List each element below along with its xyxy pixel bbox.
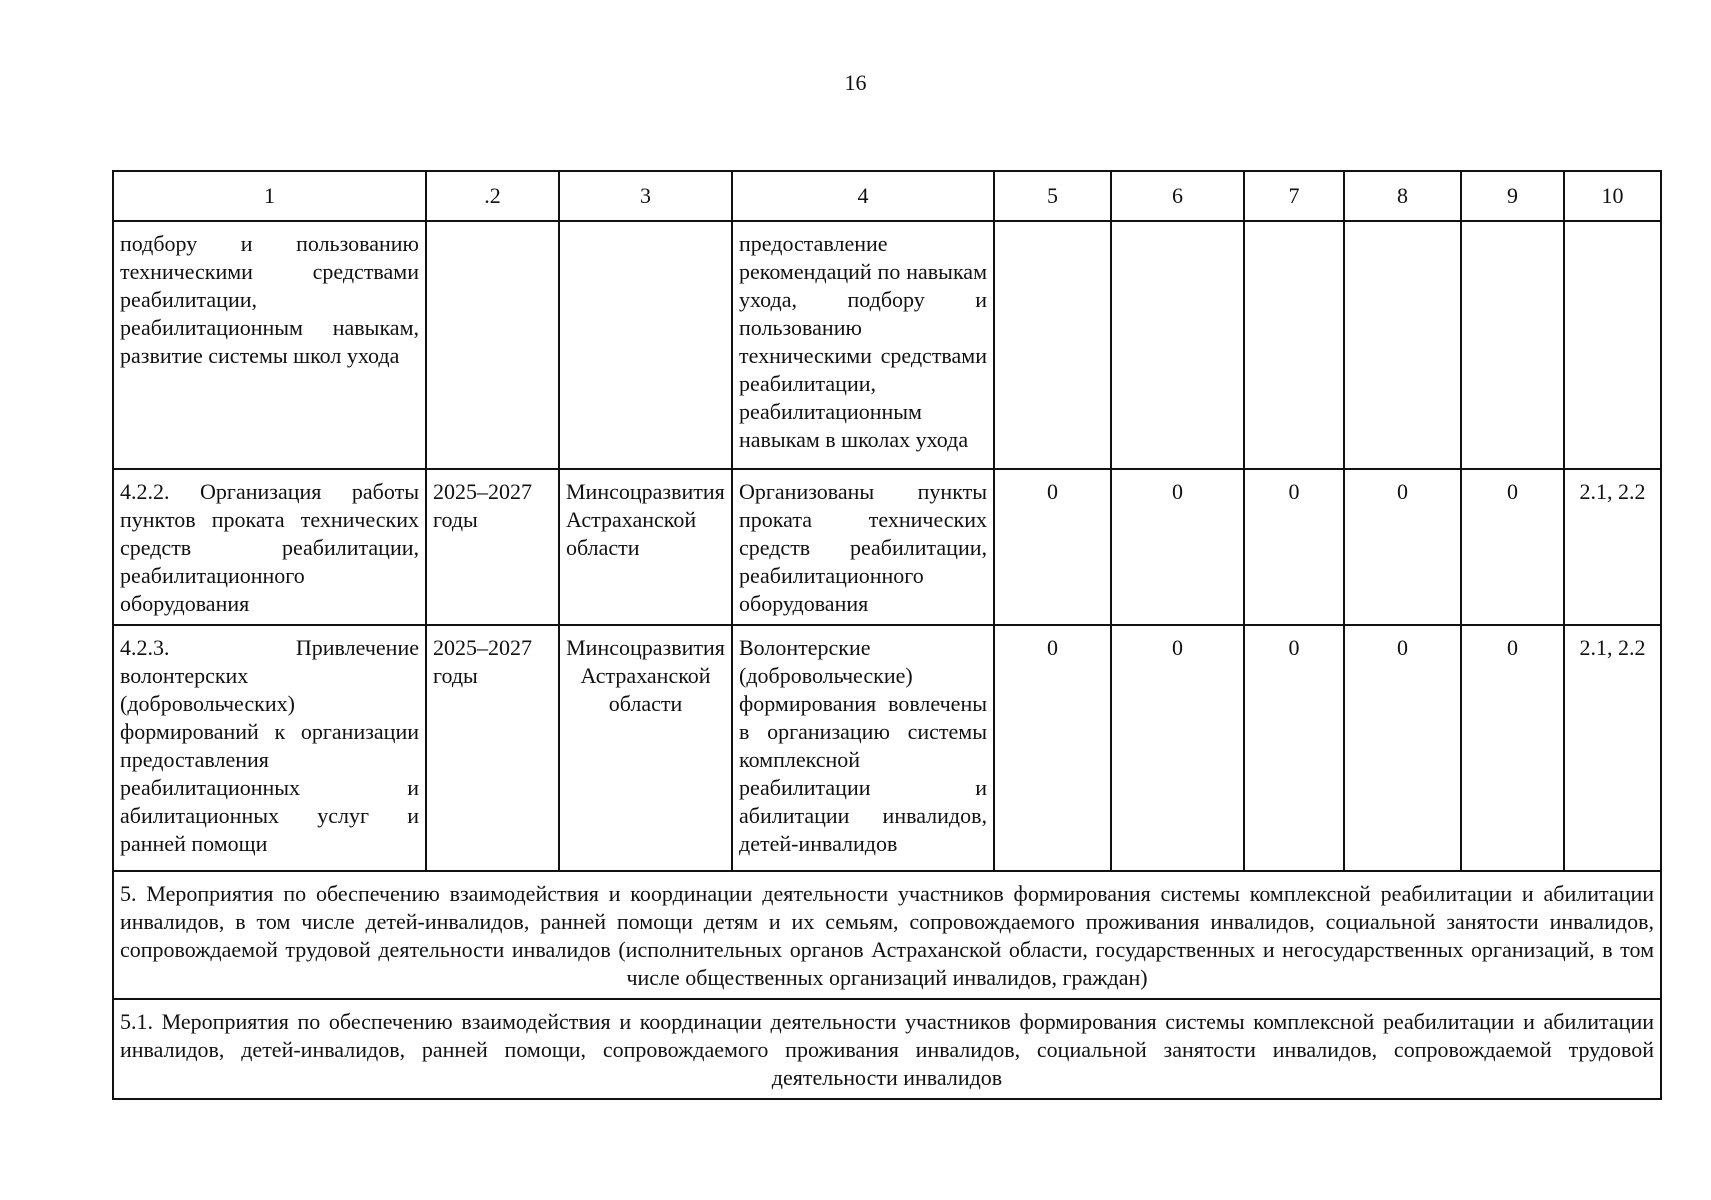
table-row [113, 469, 1661, 625]
result-cell: Волонтерские (добровольческие) формирования вовлечены в организацию системы комплексной реабилитации и абилитации инвалидов, детей-инвалидов [732, 625, 994, 871]
value-cell-8: 0 [1344, 625, 1461, 871]
measure-name-cell: 4.2.3. Привлечение волонтерских (добровольческих) формирований к организации предоставления реабилитационных и абилитационных услуг и ранней помощи [113, 625, 426, 871]
value-cell-6 [1111, 221, 1244, 469]
value-cell-7: 0 [1244, 469, 1344, 625]
col-header-4: 4 [732, 171, 994, 221]
executor-cell: Минсоцразвития Астраханской области [559, 469, 732, 625]
col-header-2: .2 [426, 171, 559, 221]
section-row [113, 871, 1661, 999]
section-5-heading: 5. Мероприятия по обеспечению взаимодействия и координации деятельности участников формирования системы комплексной реабилитации и абилитации инвалидов, в том числе детей-инвалидов, ранней помощи детям и их семьям, сопровождаемого проживания инвалидов, социальной занятости инвалидов, сопровождаемой трудовой деятельности инвалидов (исполнительных органов Астраханской области, государственных и негосударственных организаций, в том числе общественных организаций инвалидов, граждан) [113, 871, 1661, 999]
col-header-10: 10 [1564, 171, 1661, 221]
period-cell: 2025–2027 годы [426, 625, 559, 871]
page-number: 16 [844, 70, 867, 95]
value-cell-9: 0 [1461, 469, 1564, 625]
result-cell: предоставление рекомендаций по навыкам ухода, подбору и пользованию техническими средствами реабилитации, реабилитационным навыкам в школах ухода [732, 221, 994, 469]
measure-name-cell: 4.2.2. Организация работы пунктов проката технических средств реабилитации, реабилитационного оборудования [113, 469, 426, 625]
table-row [113, 221, 1661, 469]
value-cell-7: 0 [1244, 625, 1344, 871]
col-header-7: 7 [1244, 171, 1344, 221]
table-row [113, 625, 1661, 871]
col-header-5: 5 [994, 171, 1111, 221]
value-cell-5 [994, 221, 1111, 469]
measure-name-cell: подбору и пользованию техническими средствами реабилитации, реабилитационным навыкам, развитие системы школ ухода [113, 221, 426, 469]
col-header-1: 1 [113, 171, 426, 221]
value-cell-7 [1244, 221, 1344, 469]
value-cell-9 [1461, 221, 1564, 469]
measures-table [112, 170, 1662, 1100]
col-header-3: 3 [559, 171, 732, 221]
value-cell-9: 0 [1461, 625, 1564, 871]
value-cell-5: 0 [994, 625, 1111, 871]
col-header-9: 9 [1461, 171, 1564, 221]
indicator-cell [1564, 221, 1661, 469]
indicator-cell: 2.1, 2.2 [1564, 469, 1661, 625]
executor-cell [559, 221, 732, 469]
header-row [113, 171, 1661, 221]
section-5-1-heading: 5.1. Мероприятия по обеспечению взаимодействия и координации деятельности участников формирования системы комплексной реабилитации и абилитации инвалидов, детей-инвалидов, ранней помощи, сопровождаемого проживания инвалидов, социальной занятости инвалидов, сопровождаемой трудовой деятельности инвалидов [113, 999, 1661, 1099]
indicator-cell: 2.1, 2.2 [1564, 625, 1661, 871]
period-cell [426, 221, 559, 469]
value-cell-8 [1344, 221, 1461, 469]
executor-cell: Минсоцразвития Астраханской области [559, 625, 732, 871]
value-cell-8: 0 [1344, 469, 1461, 625]
value-cell-5: 0 [994, 469, 1111, 625]
value-cell-6: 0 [1111, 625, 1244, 871]
section-row [113, 999, 1661, 1099]
col-header-8: 8 [1344, 171, 1461, 221]
result-cell: Организованы пункты проката технических средств реабилитации, реабилитационного оборудования [732, 469, 994, 625]
period-cell: 2025–2027 годы [426, 469, 559, 625]
value-cell-6: 0 [1111, 469, 1244, 625]
col-header-6: 6 [1111, 171, 1244, 221]
